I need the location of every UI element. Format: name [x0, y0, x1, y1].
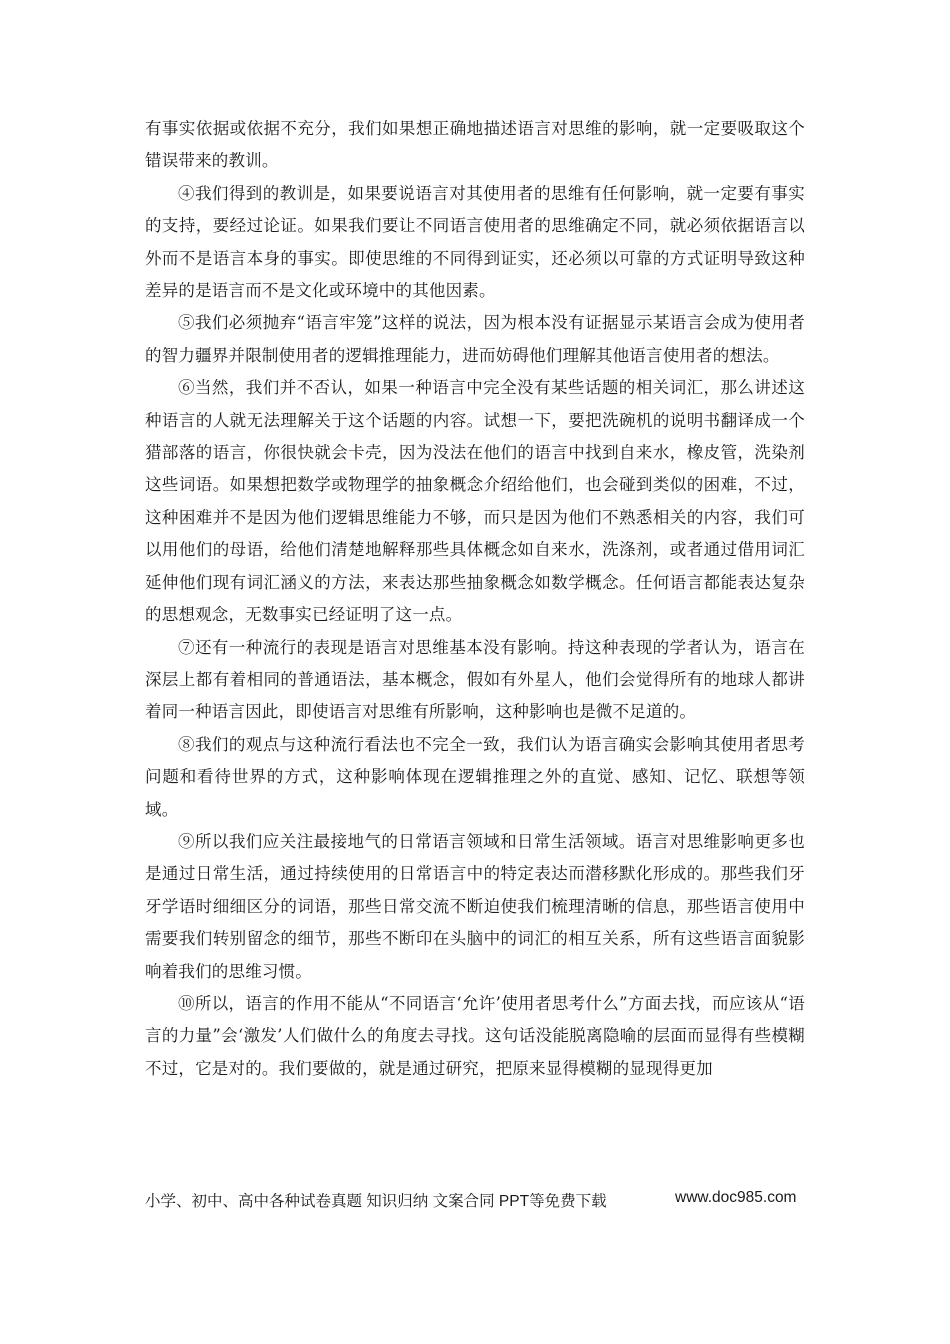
- paragraph-5: ⑤我们必须抛弃“语言牢笼”这样的说法，因为根本没有证据显示某语言会成为使用者的智力疆界并限制使用者的逻辑推理能力，进而妨碍他们理解其他语言使用者的想法。: [145, 313, 805, 365]
- document-body: [145, 113, 805, 1085]
- paragraph-continuation: 有事实依据或依据不充分，我们如果想正确地描述语言对思维的影响，就一定要吸取这个错误带来的教训。: [145, 119, 805, 171]
- paragraph-9: ⑨所以我们应关注最接地气的日常语言领域和日常生活领域。语言对思维影响更多也是通过日常生活，通过持续使用的日常语言中的特定表达而潜移默化形成的。那些我们牙牙学语时细细区分的词语，那些日常交流不断迫使我们梳理清晰的信息，那些语言使用中需要我们转别留念的细节，那些不断印在头脑中的词汇的相互关系，所有这些语言面貌影响着我们的思维习惯。: [145, 831, 805, 981]
- paragraph-10: ⑩所以，语言的作用不能从“不同语言‘允许’使用者思考什么”方面去找，而应该从“语言的力量”会‘激发’人们做什么的角度去寻找。这句话没能脱离隐喻的层面而显得有些模糊不过，它是对的。我们要做的，就是通过研究，把原来显得模糊的显现得更加: [145, 993, 805, 1078]
- footer-text: 小学、初中、高中各种试卷真题 知识归纳 文案合同 PPT等免费下载: [145, 1193, 607, 1210]
- page-footer: [145, 1189, 805, 1211]
- paragraph-7: ⑦还有一种流行的表现是语言对思维基本没有影响。持这种表现的学者认为，语言在深层上都有着相同的普通语法，基本概念，假如有外星人，他们会觉得所有的地球人都讲着同一种语言因此，即使语言对思维有所影响，这种影响也是微不足道的。: [145, 637, 805, 722]
- paragraph-8: ⑧我们的观点与这种流行看法也不完全一致，我们认为语言确实会影响其使用者思考问题和看待世界的方式，这种影响体现在逻辑推理之外的直觉、感知、记忆、联想等领域。: [145, 734, 805, 819]
- paragraph-6: ⑥当然，我们并不否认，如果一种语言中完全没有某些话题的相关词汇，那么讲述这种语言的人就无法理解关于这个话题的内容。试想一下，要把洗碗机的说明书翻译成一个猎部落的语言，你很快就会卡壳，因为没法在他们的语言中找到自来水，橡皮管，洗染剂这些词语。如果想把数学或物理学的抽象概念介绍给他们，也会碰到类似的困难，不过，这种困难并不是因为他们逻辑思维能力不够，而只是因为他们不熟悉相关的内容，我们可以用他们的母语，给他们清楚地解释那些具体概念如自来水，洗涤剂，或者通过借用词汇延伸他们现有词汇涵义的方法，来表达那些抽象概念如数学概念。任何语言都能表达复杂的思想观念，无数事实已经证明了这一点。: [145, 378, 805, 625]
- paragraph-4: ④我们得到的教训是，如果要说语言对其使用者的思维有任何影响，就一定要有事实的支持，要经过论证。如果我们要让不同语言使用者的思维确定不同，就必须依据语言以外而不是语言本身的事实。即使思维的不同得到证实，还必须以可靠的方式证明导致这种差异的是语言而不是文化或环境中的其他因素。: [145, 183, 805, 301]
- footer-site-link[interactable]: www.doc985.com: [675, 1189, 797, 1206]
